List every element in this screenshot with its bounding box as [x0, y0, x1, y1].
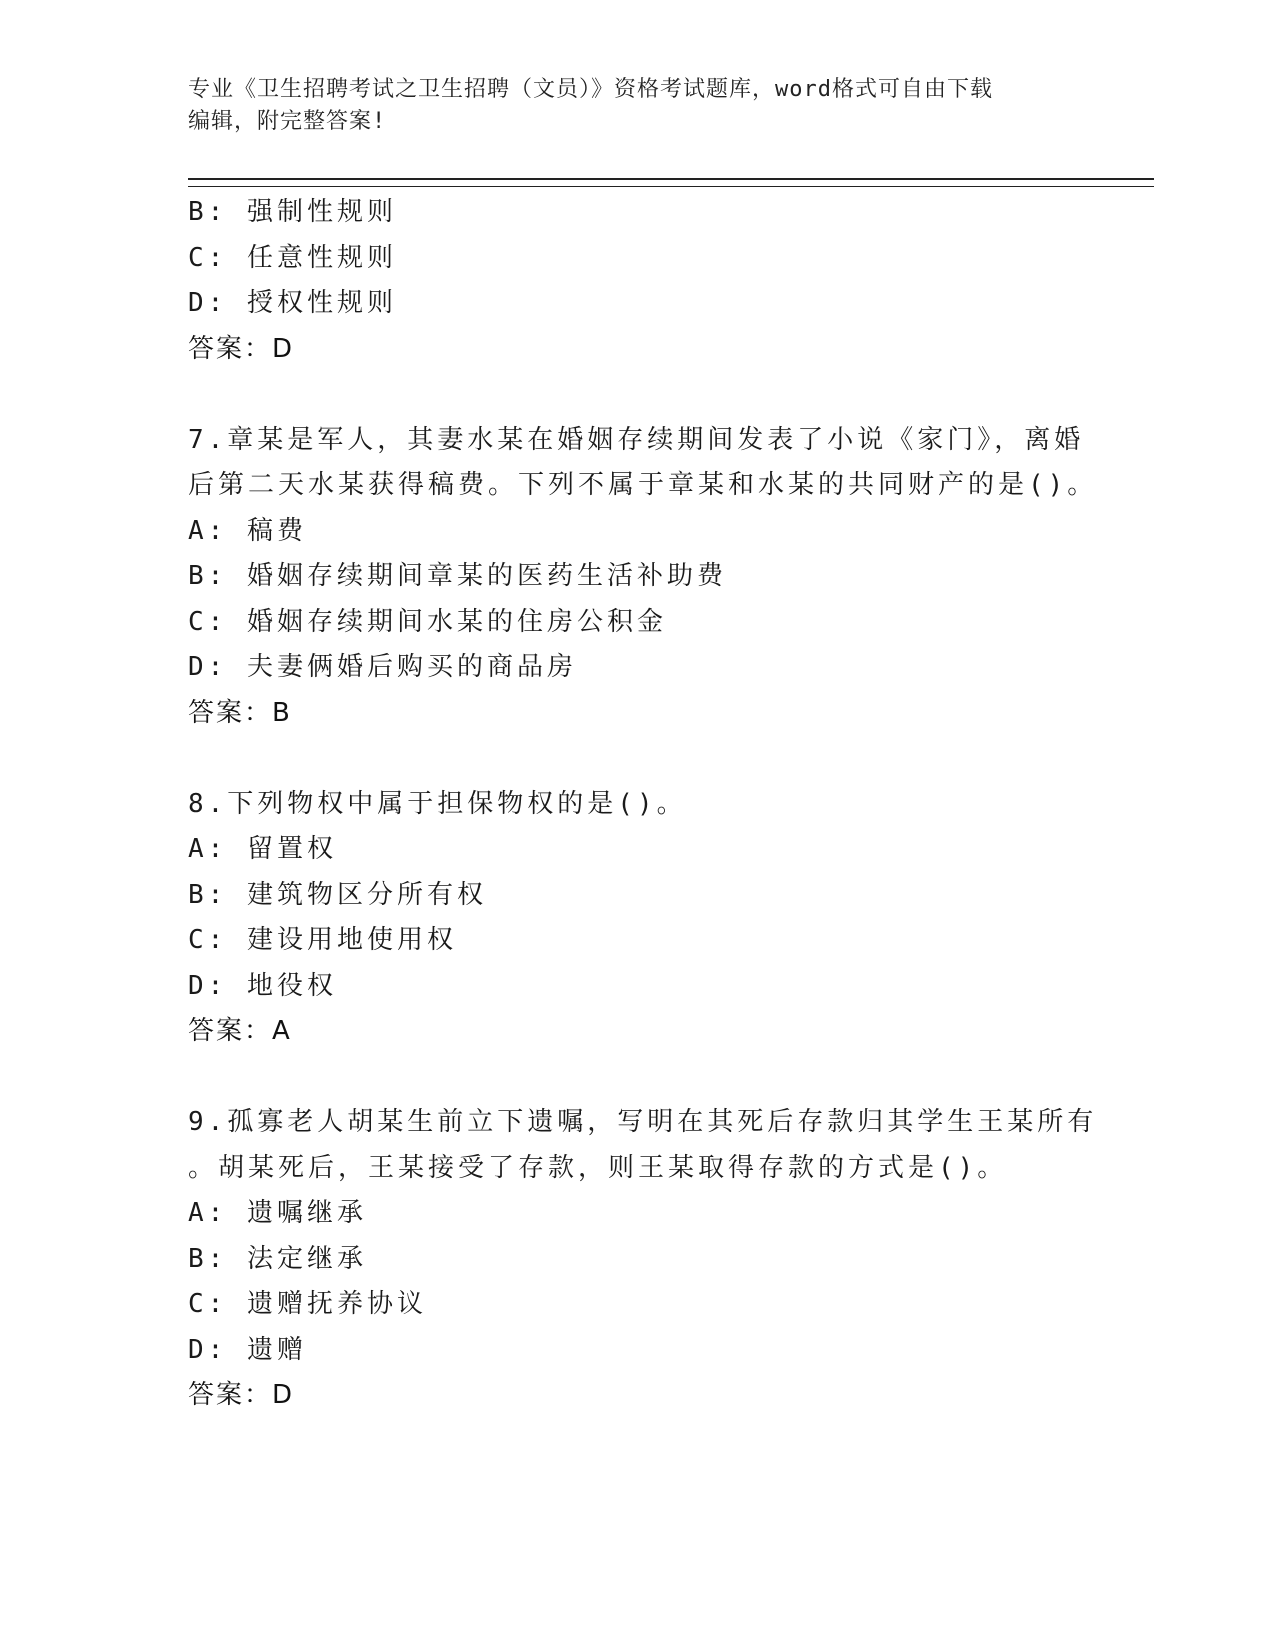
header-line-2: 编辑，附完整答案!	[188, 109, 387, 134]
spacer	[188, 372, 1088, 418]
answer-line: 答案：B	[188, 697, 292, 728]
document-header	[188, 74, 1068, 138]
question-stem-line: 。胡某死后，王某接受了存款，则王某取得存款的方式是()。	[188, 1152, 1008, 1183]
answer-line: 答案：A	[188, 1016, 292, 1046]
answer-line: 答案：D	[188, 333, 295, 364]
header-divider	[188, 178, 1154, 187]
option-d: D: 授权性规则	[188, 288, 397, 318]
option-a: A: 稿费	[188, 515, 307, 546]
question-9	[188, 1100, 1098, 1419]
answer-line: 答案：D	[188, 1380, 295, 1410]
option-c: C: 遗赠抚养协议	[188, 1289, 427, 1319]
spacer	[188, 736, 1088, 782]
previous-question-options	[188, 190, 1088, 372]
question-stem-line: 7.章某是军人，其妻水某在婚姻存续期间发表了小说《家门》，离婚	[188, 424, 1085, 455]
question-content	[188, 190, 1098, 1419]
option-b: B: 建筑物区分所有权	[188, 879, 487, 910]
spacer	[188, 1055, 1088, 1101]
option-a: A: 留置权	[188, 834, 337, 864]
option-d: D: 遗赠	[188, 1334, 307, 1365]
option-c: C: 建设用地使用权	[188, 925, 457, 955]
option-b: B: 法定继承	[188, 1243, 367, 1274]
question-7	[188, 418, 1098, 737]
option-d: D: 夫妻俩婚后购买的商品房	[188, 652, 577, 682]
question-stem-line: 8.下列物权中属于担保物权的是()。	[188, 788, 687, 819]
option-c: C: 任意性规则	[188, 242, 397, 273]
question-stem-line: 后第二天水某获得稿费。下列不属于章某和水某的共同财产的是()。	[188, 470, 1098, 500]
question-stem-line: 9.孤寡老人胡某生前立下遗嘱，写明在其死后存款归其学生王某所有	[188, 1107, 1098, 1137]
option-b: B: 婚姻存续期间章某的医药生活补助费	[188, 561, 727, 591]
option-d: D: 地役权	[188, 970, 337, 1001]
header-line-1: 专业《卫生招聘考试之卫生招聘（文员）》资格考试题库，word格式可自由下载	[188, 77, 993, 102]
question-8	[188, 782, 1088, 1055]
option-a: A: 遗嘱继承	[188, 1198, 367, 1228]
option-c: C: 婚姻存续期间水某的住房公积金	[188, 606, 667, 637]
option-b: B: 强制性规则	[188, 197, 397, 227]
